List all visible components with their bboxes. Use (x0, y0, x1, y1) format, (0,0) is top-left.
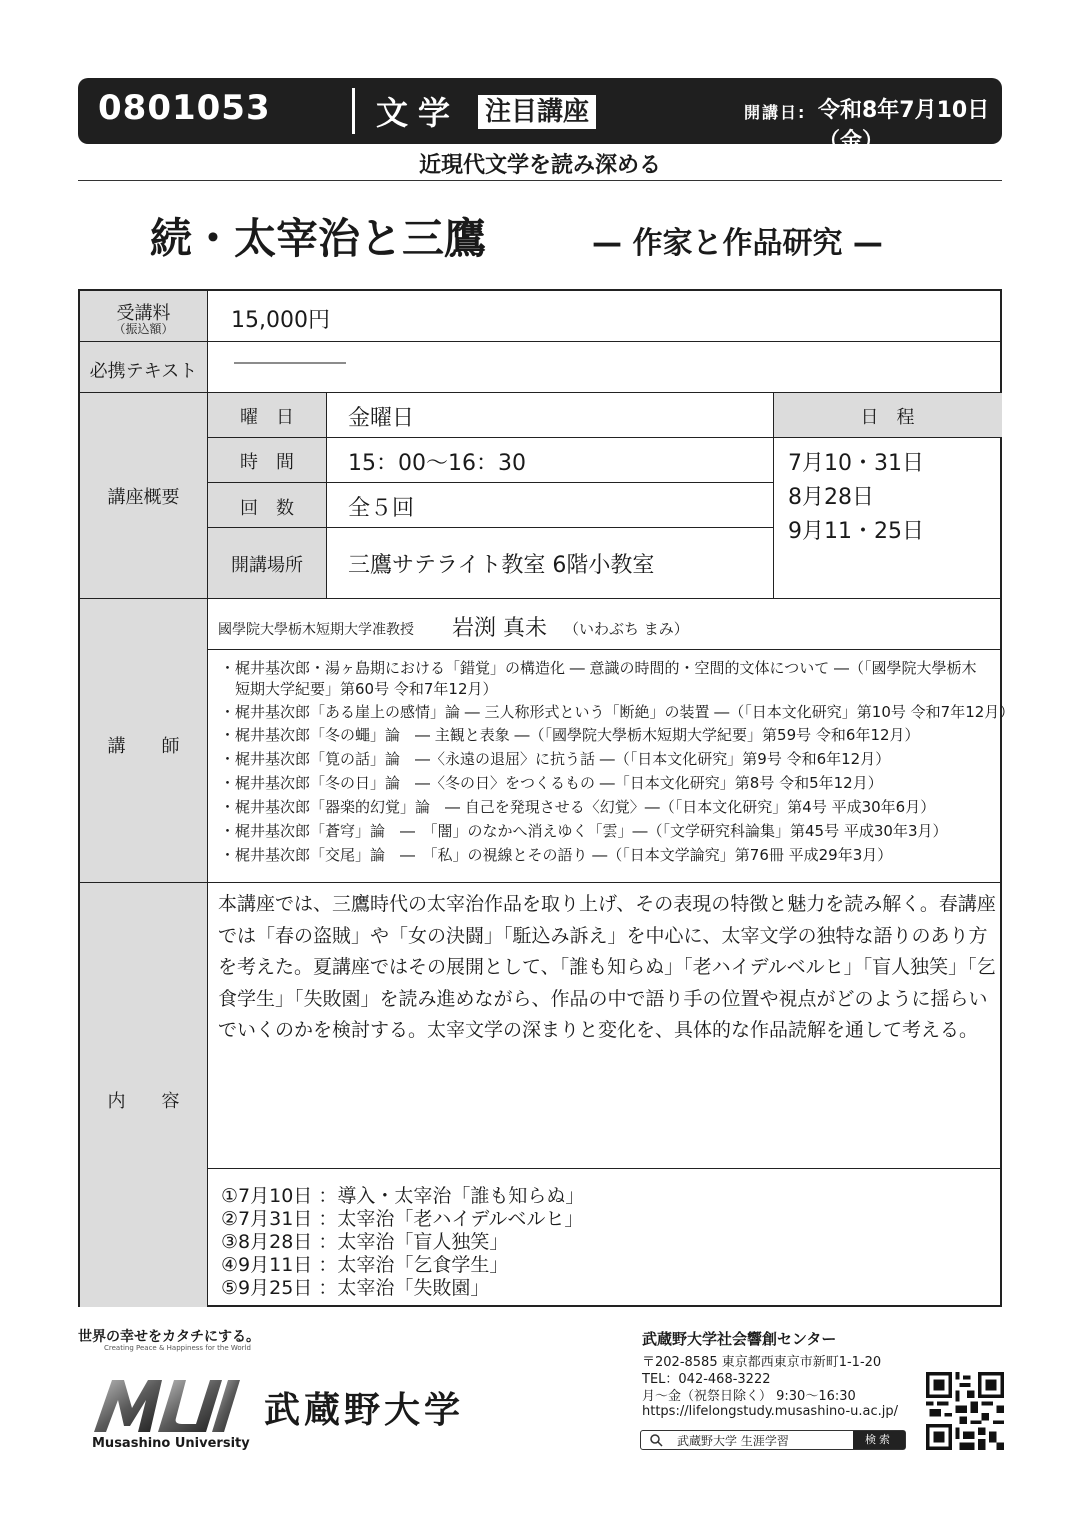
publication-item: ・梶井基次郎「筧の話」論 ―〈永遠の退屈〉に抗う話 ―（「日本文化研究」第9号 令和6年12月） (220, 750, 891, 768)
publication-item: ・梶井基次郎「交尾」論 ― 「私」の視線とその語り ―（「日本文学論究」第76冊 平成29年3月） (220, 846, 893, 864)
search-button[interactable]: 検索 (853, 1431, 905, 1449)
session-item: ③8月28日 ：太宰治「盲人独笑」 (221, 1231, 509, 1253)
session-item: ②7月31日 ：太宰治「老ハイデルベルヒ」 (221, 1208, 584, 1230)
fee-sublabel: （振込額） (113, 322, 174, 336)
featured-badge: 注目講座 (478, 95, 596, 129)
instructor-affiliation: 國學院大學栃木短期大学准教授 (218, 622, 414, 638)
qr-code-icon (926, 1372, 1004, 1450)
search-icon (649, 1433, 663, 1447)
subtitle-rule (78, 180, 1002, 181)
content-label: 内 容 (107, 1091, 180, 1112)
schedule-label: 日 程 (860, 407, 915, 428)
tagline: 世界の幸せをカタチにする。 (78, 1329, 260, 1345)
search-text: 武蔵野大学 生涯学習 (677, 1434, 789, 1448)
publication-item: 短期大学紀要」第60号 令和7年12月） (220, 680, 498, 698)
university-name-en: Musashino University (92, 1436, 250, 1451)
course-category: 文学 (376, 94, 461, 132)
publication-item: ・梶井基次郎「ある崖上の感情」論 ― 三人称形式という「断絶」の装置 ―（「日本文化研究」第10号 令和7年12月） (220, 703, 1015, 721)
fee-value: 15,000円 (231, 308, 330, 333)
session-item: ①7月10日 ：導入・太宰治「誰も知らぬ」 (221, 1185, 585, 1207)
search-box[interactable] (640, 1430, 906, 1450)
time-value: 15：00〜16：30 (348, 451, 526, 476)
overview-label: 講座概要 (107, 487, 180, 508)
tagline-en: Creating Peace & Happiness for the World (104, 1344, 251, 1352)
session-item: ④9月11日 ：太宰治「乞食学生」 (221, 1254, 509, 1276)
course-info-table (78, 289, 1015, 1307)
textbook-label: 必携テキスト (89, 361, 198, 382)
venue-value: 三鷹サテライト教室 6階小教室 (348, 553, 655, 578)
course-title-sub: — 作家と作品研究 — (592, 226, 883, 261)
publication-item: ・梶井基次郎「蒼穹」論 ― 「闇」のなかへ消えゆく「雲」―（「文学研究科論集」第45号 平成30年3月） (220, 822, 948, 840)
instructor-label: 講 師 (107, 736, 180, 757)
publication-item: ・梶井基次郎「冬の蠅」論 ― 主観と表象 ―（「國學院大學栃木短期大学紀要」第59号 令和6年12月） (220, 726, 920, 744)
schedule-date: 7月10・31日 (788, 451, 924, 476)
center-url[interactable]: https://lifelongstudy.musashino-u.ac.jp/ (642, 1404, 899, 1419)
label-column (80, 291, 207, 1307)
schedule-date: 9月11・25日 (788, 519, 924, 544)
sessions-value: 全５回 (348, 496, 415, 521)
center-name: 武蔵野大学社会響創センター (642, 1330, 837, 1348)
venue-label: 開講場所 (231, 555, 303, 576)
sessions-label: 回 数 (240, 498, 294, 519)
header-bar (78, 78, 1002, 154)
time-label: 時 間 (240, 452, 294, 473)
course-code: 0801053 (98, 88, 271, 128)
textbook-value: ―――――――― (234, 355, 346, 371)
center-tel: TEL：042-468-3222 (642, 1372, 771, 1387)
start-date: 令和8年7月10日（金） (818, 98, 990, 154)
schedule-date: 8月28日 (788, 485, 874, 510)
fee-label: 受講料 (116, 303, 171, 324)
publication-item: ・梶井基次郎「器楽的幻覚」論 ― 自己を発現させる〈幻覚〉―（「日本文化研究」第4号 平成30年6月） (220, 798, 936, 816)
start-date-label: 開講日: (744, 103, 807, 122)
publication-item: ・梶井基次郎・湯ヶ島期における「錯覚」の構造化 ― 意識の時間的・空間的文体について ―（「國學院大學栃木 (220, 659, 977, 677)
university-logo-mark (92, 1378, 242, 1434)
course-title: 続・太宰治と三鷹 (150, 214, 487, 263)
center-address: 〒202-8585 東京都西東京市新町1-1-20 (642, 1355, 882, 1370)
weekday-value: 金曜日 (348, 406, 415, 431)
header-divider (352, 88, 355, 134)
weekday-label: 曜 日 (240, 407, 294, 428)
instructor-name: 岩渕 真未 (452, 616, 547, 641)
session-item: ⑤9月25日 ：太宰治「失敗園」 (221, 1277, 490, 1299)
center-hours: 月〜金（祝祭日除く） 9:30〜16:30 (642, 1389, 856, 1404)
publication-item: ・梶井基次郎「冬の日」論 ―〈冬の日〉をつくるもの ―「日本文化研究」第8号 令和5年12月） (220, 774, 883, 792)
course-subtitle: 近現代文学を読み深める (418, 153, 661, 178)
content-description: 本講座では、三鷹時代の太宰治作品を取り上げ、その表現の特徴と魅力を読み解く。春講座では「春の盗賊」や「女の決闘」「駈込み訴え」を中心に、太宰文学の独特な語りのあり方を考えた。夏講座ではその展開として、「誰も知らぬ」「老ハイデルベルヒ」「盲人独笑」「乞食学生」「失敗園」を読み進めながら、作品の中で語り手の位置や視点がどのように揺らいでいくのかを検討する。太宰文学の深まりと変化を、具体的な作品読解を通して考える。 (218, 893, 996, 1041)
university-name: 武蔵野大学 (264, 1390, 465, 1431)
instructor-reading: （いわぶち まみ） (564, 620, 689, 638)
